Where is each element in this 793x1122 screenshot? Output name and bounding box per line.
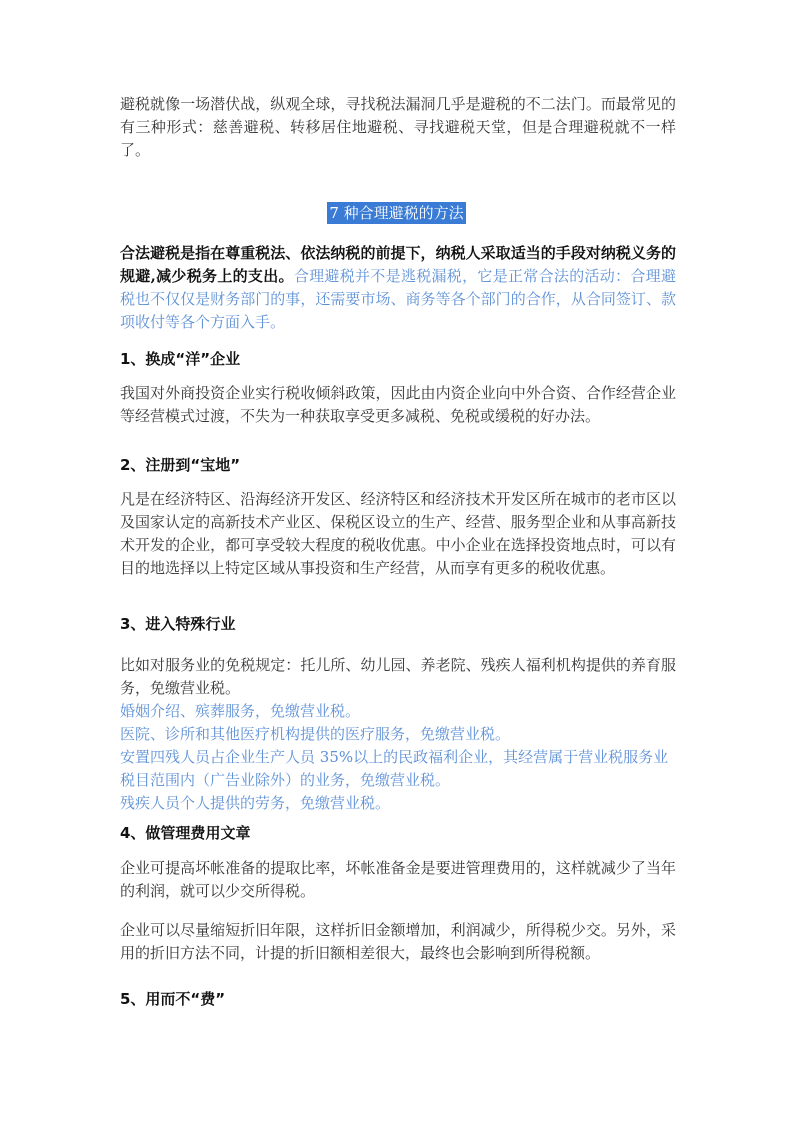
- heading-4: 4、做管理费用文章: [120, 824, 251, 842]
- list-item: 安置四残人员占企业生产人员 35%以上的民政福利企业，其经营属于营业税服务业税目范围内（广告业除外）的业务，免缴营业税。: [120, 748, 669, 789]
- heading-3: 3、进入特殊行业: [120, 615, 236, 633]
- list-item: 医院、诊所和其他医疗机构提供的医疗服务，免缴营业税。: [120, 725, 511, 743]
- section-3-text: 比如对服务业的免税规定：托儿所、幼儿园、养老院、残疾人福利机构提供的养育服务，免缴营业税。: [120, 656, 676, 697]
- definition-blue-text: 合理避税并不是逃税漏税，它是正常合法的活动：合理避税也不仅仅是财务部门的事，还需要市场、商务等各个部门的合作，从合同签订、款项收付等各个方面入手。: [120, 267, 676, 331]
- section-3-content: [120, 654, 676, 815]
- definition-bold-text: 合法避税是指在尊重税法、依法纳税的前提下，纳税人采取适当的手段对纳税义务的规避,减少税务上的支出。: [120, 244, 676, 285]
- section-4-text-2: 企业可以尽量缩短折旧年限，这样折旧金额增加，利润减少，所得税少交。另外，采用的折旧方法不同，计提的折旧额相差很大，最终也会影响到所得税额。: [120, 921, 676, 962]
- heading-5: 5、用而不“费”: [120, 990, 226, 1008]
- section-2-text: 凡是在经济特区、沿海经济开发区、经济特区和经济技术开发区所在城市的老市区以及国家认定的高新技术产业区、保税区设立的生产、经营、服务型企业和从事高新技术开发的企业，都可享受较大程度的税收优惠。中小企业在选择投资地点时，可以有目的地选择以上特定区域从事投资和生产经营，从而享有更多的税收优惠。: [120, 490, 676, 577]
- heading-1: 1、换成“洋”企业: [120, 350, 241, 368]
- list-item: 残疾人员个人提供的劳务，免缴营业税。: [120, 794, 391, 812]
- section-4-text: 企业可提高坏帐准备的提取比率，坏帐准备金是要进管理费用的，这样就减少了当年的利润，就可以少交所得税。: [120, 859, 676, 900]
- intro-paragraph: 避税就像一场潜伏战，纵观全球，寻找税法漏洞几乎是避税的不二法门。而最常见的有三种形式：慈善避税、转移居住地避税、寻找避税天堂，但是合理避税就不一样了。: [120, 95, 676, 159]
- section-1-text: 我国对外商投资企业实行税收倾斜政策，因此由内资企业向中外合资、合作经营企业等经营模式过渡，不失为一种获取享受更多减税、免税或缓税的好办法。: [120, 384, 676, 425]
- title-row: [0, 202, 793, 224]
- list-item: 婚姻介绍、殡葬服务，免缴营业税。: [120, 702, 361, 720]
- section-title: 7 种合理避税的方法: [329, 204, 464, 222]
- definition-paragraph: [120, 242, 676, 334]
- heading-2: 2、注册到“宝地”: [120, 456, 241, 474]
